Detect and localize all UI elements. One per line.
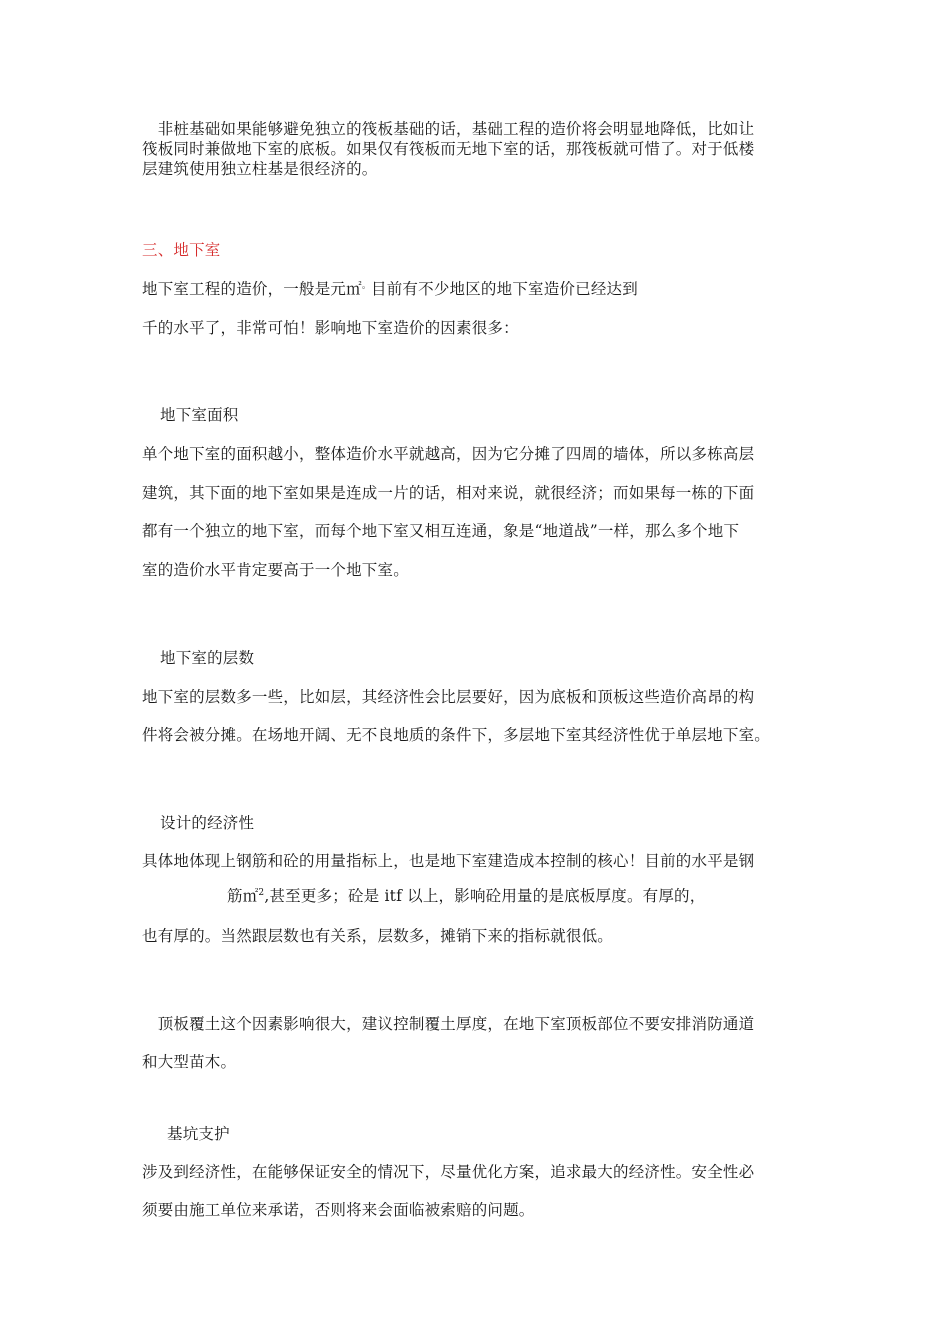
basement-intro-text-b: 目前有不少地区的地下室造价已经达到: [371, 280, 638, 298]
subheading-design: 设计的经济性: [160, 814, 255, 832]
area-line-1: 单个地下室的面积越小，整体造价水平就越高，因为它分摊了四周的墙体，所以多栋高层: [142, 445, 755, 463]
area-line-3: 都有一个独立的地下室，而每个地下室又相互连通，象是“地道战”一样，那么多个地下: [142, 522, 740, 540]
intro-line-1: 非桩基础如果能够避免独立的筏板基础的话，基础工程的造价将会明显地降低，比如让: [142, 120, 755, 138]
subheading-area: 地下室面积: [160, 406, 239, 424]
section-heading-basement: 三、地下室: [142, 241, 221, 259]
area-line-2: 建筑，其下面的地下室如果是连成一片的话，相对来说，就很经济；而如果每一栋的下面: [142, 484, 755, 502]
intro-line-2: 筏板同时兼做地下室的底板。如果仅有筏板而无地下室的话，那筏板就可惜了。对于低楼: [142, 140, 755, 158]
roof-line-1: 顶板覆土这个因素影响很大，建议控制覆土厚度，在地下室顶板部位不要安排消防通道: [142, 1015, 755, 1033]
design-line-1: 具体地体现上钢筋和砼的用量指标上，也是地下室建造成本控制的核心！目前的水平是钢: [142, 852, 755, 870]
basement-intro-line-2: 千的水平了，非常可怕！影响地下室造价的因素很多：: [142, 319, 519, 337]
roof-line-2: 和大型苗木。: [142, 1053, 237, 1071]
subheading-pit: 基坑支护: [167, 1125, 230, 1143]
pit-line-2: 须要由施工单位来承诺，否则将来会面临被索赔的问题。: [142, 1201, 535, 1219]
design-line-2-sup: 2: [258, 887, 265, 898]
floors-line-2: 件将会被分摊。在场地开阔、无不良地质的条件下，多层地下室其经济性优于单层地下室。: [142, 726, 771, 744]
basement-intro-sup: 。: [361, 280, 372, 291]
basement-intro-line-1: [142, 279, 638, 299]
design-line-2-text-a: 筋㎡: [227, 887, 259, 905]
basement-intro-text-a: 地下室工程的造价，一般是元㎡: [142, 280, 362, 298]
subheading-floors: 地下室的层数: [160, 649, 255, 667]
design-line-3: 也有厚的。当然跟层数也有关系，层数多，摊销下来的指标就很低。: [142, 927, 614, 945]
pit-line-1: 涉及到经济性，在能够保证安全的情况下，尽量优化方案，追求最大的经济性。安全性必: [142, 1163, 755, 1181]
design-line-2-text-b: ,甚至更多；砼是 itf 以上，影响砼用量的是底板厚度。有厚的，: [264, 887, 706, 905]
floors-line-1: 地下室的层数多一些，比如层，其经济性会比层要好，因为底板和顶板这些造价高昂的构: [142, 688, 755, 706]
intro-line-3: 层建筑使用独立柱基是很经济的。: [142, 160, 378, 178]
area-line-4: 室的造价水平肯定要高于一个地下室。: [142, 561, 409, 579]
design-line-2: [227, 886, 705, 906]
